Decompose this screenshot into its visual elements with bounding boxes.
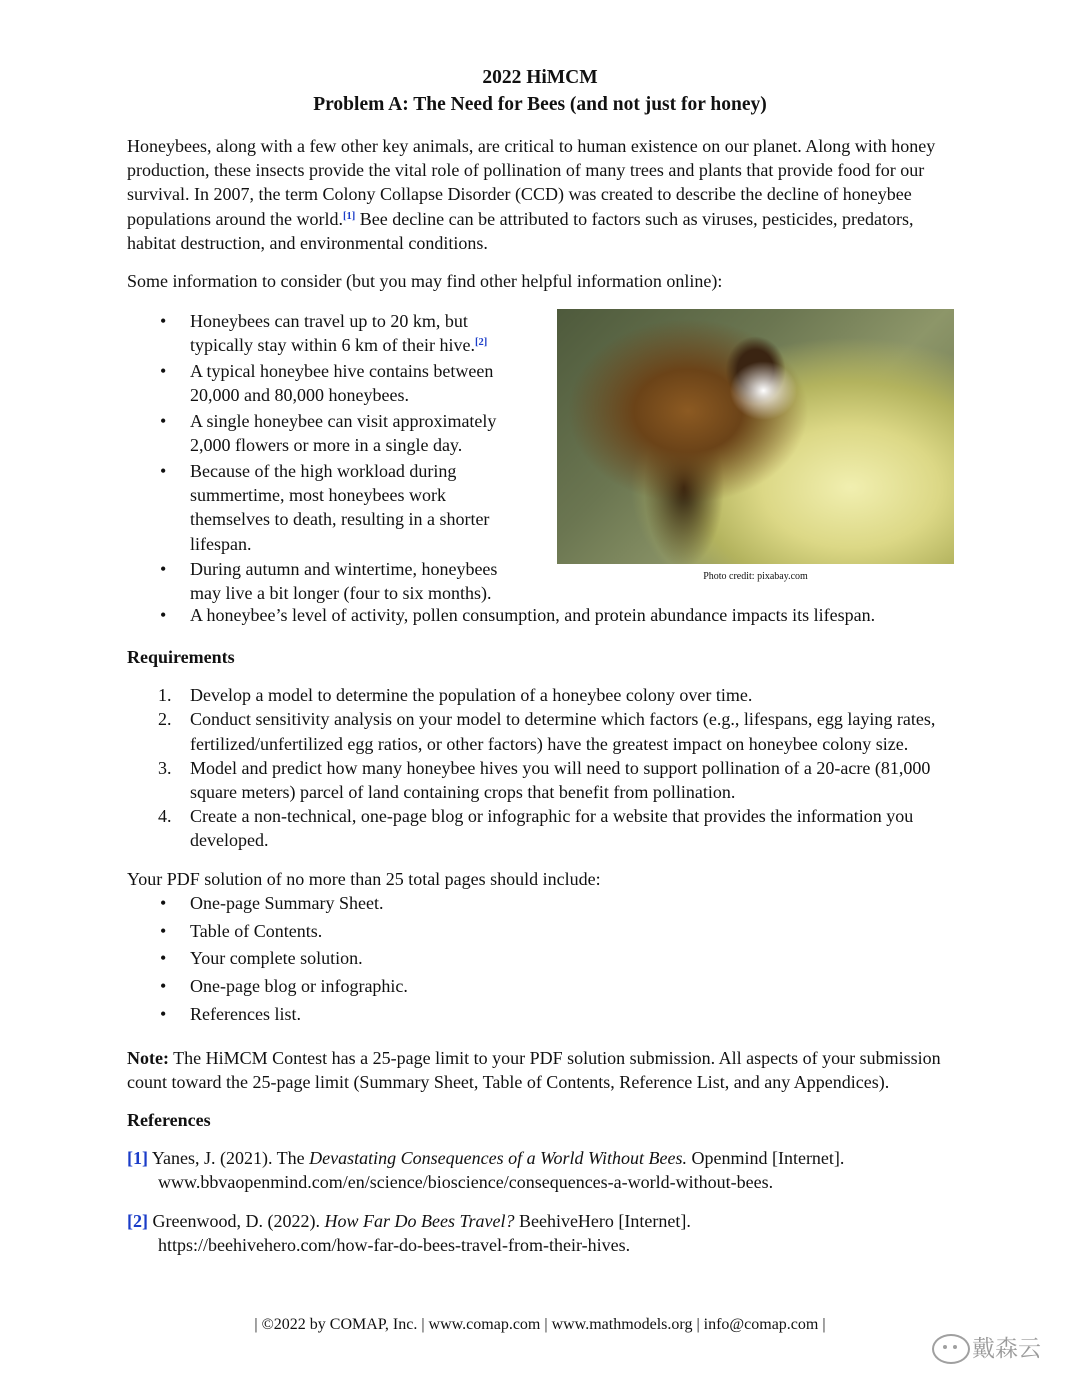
watermark-text: 戴森云 [972,1336,1041,1362]
solution-item: • References list. [127,1002,953,1026]
reference-entry-2: [2] Greenwood, D. (2022). How Far Do Bees Travel? BeehiveHero [Internet]. https://beehivehero.com/how-far-do-bees-travel-from-their-hives. [127,1209,953,1257]
requirement-item: 2. Conduct sensitivity analysis on your model to determine which factors (e.g., lifespans, egg laying rates, fertilized/unfertilized egg ratios, or other factors) have the greatest impact on honeybee colony size. [158,709,936,754]
fact-item: • A honeybee’s level of activity, pollen consumption, and protein abundance impacts its lifespan. [127,603,953,627]
requirement-item: 3. Model and predict how many honeybee hives you will need to support pollination of a 20-acre (81,000 square meters) parcel of land containing crops that benefit from pollination. [158,757,931,803]
fact-item: • A typical honeybee hive contains between 20,000 and 80,000 honeybees. [127,359,527,407]
references-heading: References [127,1110,211,1131]
consider-text: Some information to consider (but you may find other helpful information online): [127,271,723,292]
reference-link-2[interactable]: [2] [474,337,488,349]
watermark [932,1333,1041,1365]
intro-paragraph [127,134,953,255]
reference-url[interactable]: https://beehivehero.com/how-far-do-bees-travel-from-their-hives. [158,1234,631,1255]
solution-item: • One-page blog or infographic. [127,974,953,998]
reference-url[interactable]: www.bbvaopenmind.com/en/science/bioscience/consequences-a-world-without-bees. [158,1172,774,1193]
reference-link-1[interactable]: [1] [342,210,356,222]
facts-list-continued [127,603,953,629]
solution-list [127,891,953,1026]
reference-tag[interactable]: [1] [127,1148,148,1169]
fact-item: • During autumn and wintertime, honeybees may live a bit longer (four to six months). [127,557,527,605]
requirement-item: 1. Develop a model to determine the population of a honeybee colony over time. [158,685,753,706]
intro-text-continued: Bee decline can be attributed to factors such as viruses, pesticides, predators, habitat destruction, and environmental conditions. [127,208,914,253]
solution-item: • One-page Summary Sheet. [127,891,953,915]
document-page [127,64,953,1257]
wechat-icon [932,1334,970,1364]
requirements-list [127,683,953,852]
page-footer: | ©2022 by COMAP, Inc. | www.comap.com | www.mathmodels.org | info@comap.com | [254,1316,826,1333]
intro-text: Honeybees, along with a few other key animals, are critical to human existence on our planet. Along with honey production, these insects provide the vital role of pollination of many trees and plants that provide food for our survival. In 2007, the term Colony Collapse Disorder (CCD) was created to describe the decline of honeybee populations around the world. [127,136,936,229]
solution-item: • Table of Contents. [127,919,953,943]
solution-item: • Your complete solution. [127,946,953,970]
note-paragraph [127,1046,953,1094]
honeybee-photo [557,309,954,564]
note-text: The HiMCM Contest has a 25-page limit to your PDF solution submission. All aspects of your submission count toward the 25-page limit (Summary Sheet, Table of Contents, Reference List, and any Appendices). [127,1047,941,1093]
reference-tag[interactable]: [2] [127,1210,148,1231]
document-title-year: 2022 HiMCM [482,67,598,88]
fact-item: • Honeybees can travel up to 20 km, but typically stay within 6 km of their hive.[2] [127,309,527,357]
requirements-heading: Requirements [127,647,235,668]
note-label: Note: [127,1047,169,1068]
reference-entry-1: [1] Yanes, J. (2021). The Devastating Consequences of a World Without Bees. Openmind [Internet]. www.bbvaopenmind.com/en/science/bioscience/consequences-a-world-without-bees. [127,1146,953,1194]
fact-item: • Because of the high workload during summertime, most honeybees work themselves to death, resulting in a shorter lifespan. [127,459,527,556]
fact-item: • A single honeybee can visit approximately 2,000 flowers or more in a single day. [127,409,527,457]
facts-list [127,309,527,605]
photo-credit: Photo credit: pixabay.com [703,571,808,583]
document-title-problem: Problem A: The Need for Bees (and not just for honey) [313,94,767,115]
requirement-item: 4. Create a non-technical, one-page blog or infographic for a website that provides the information you developed. [158,806,914,851]
solution-intro: Your PDF solution of no more than 25 total pages should include: [127,868,601,889]
facts-section [127,309,953,631]
